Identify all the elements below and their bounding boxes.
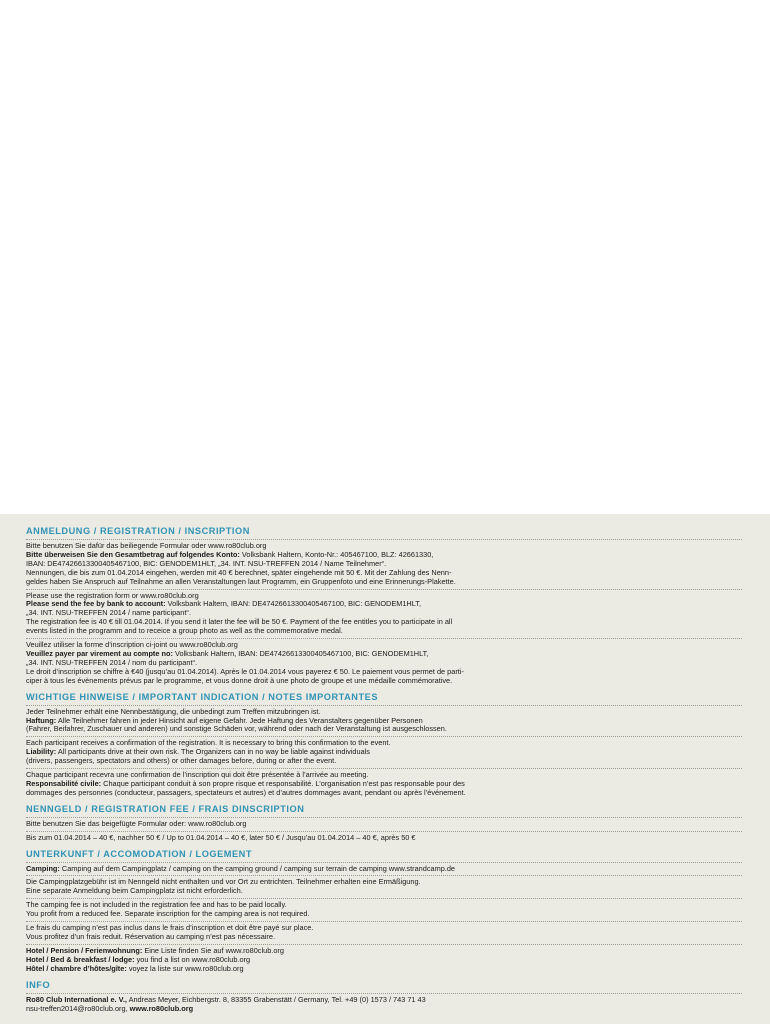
- bold-label: Veuillez payer par virement au compte no:: [26, 648, 173, 658]
- bold-label: Please send the fee by bank to account:: [26, 599, 166, 609]
- line-text: Andreas Meyer, Eichbergstr. 8, 83355 Grabenstätt / Germany, Tel. +49 (0) 1573 / 743 71 43: [126, 994, 426, 1004]
- text-line: [26, 965, 742, 974]
- text-line: [26, 578, 742, 587]
- line-text: ciper à tous les évènements prévus par le programme, et vous donne droit à une photo de groupe et une médaille commémorative.: [26, 675, 453, 685]
- text-line: [26, 865, 742, 874]
- line-text: Le frais du camping n’est pas inclus dans le frais d’inscription et doit être payé sur place.: [26, 923, 314, 933]
- text-line: [26, 789, 742, 798]
- line-text: geldes haben Sie Anspruch auf Teilnahme an allen Veranstaltungen laut Programm, ein Gruppenfoto und eine Erinnerungs-Plakette.: [26, 576, 456, 586]
- registration-info-panel: [0, 514, 770, 1024]
- line-text: nsu-treffen2014@ro80club.org,: [26, 1003, 130, 1013]
- line-text: Eine Liste finden Sie auf www.ro80club.org: [142, 945, 284, 955]
- text-block: [26, 899, 742, 922]
- bold-label: Liability:: [26, 747, 57, 757]
- sections-container: [26, 525, 742, 1015]
- text-block: [26, 737, 742, 769]
- line-text: Die Campingplatzgebühr ist im Nenngeld nicht enthalten und vor Ort zu entrichten. Teilnehmer erhalten eine Ermäßigung.: [26, 877, 421, 887]
- text-line: [26, 933, 742, 942]
- text-block: [26, 994, 742, 1016]
- text-block: [26, 590, 742, 640]
- text-line: [26, 887, 742, 896]
- line-text: Camping auf dem Campingplatz / camping on the camping ground / camping sur terrain de camping www.strandcamp.de: [59, 863, 456, 873]
- line-text: Alle Teilnehmer fahren in jeder Hinsicht auf eigene Gefahr. Jede Haftung des Veranstalters gegenüber Personen: [56, 715, 423, 725]
- section-title: UNTERKUNFT / ACCOMODATION / LOGEMENT: [26, 848, 742, 863]
- line-text: IBAN: DE47426613300405467100, BIC: GENODEM1HLT, „34. INT. NSU-TREFFEN 2014 / Name Teilnehmer“.: [26, 558, 387, 568]
- line-text: Chaque participant recevra une confirmation de l’inscription qui doit être présentée à l’arrivée au meeting.: [26, 770, 369, 780]
- section-title: WICHTIGE HINWEISE / IMPORTANT INDICATION / NOTES IMPORTANTES: [26, 691, 742, 706]
- bold-label: Camping:: [26, 863, 60, 873]
- bold-label: Hôtel / chambre d’hôtes/gîte:: [26, 963, 127, 973]
- text-line: [26, 725, 742, 734]
- bold-label: Hotel / Bed & breakfast / lodge:: [26, 954, 135, 964]
- text-line: [26, 834, 742, 843]
- text-block: [26, 863, 742, 877]
- line-text: Le droit d’inscription se chiffre à €40 (jusqu’au 01.04.2014). Après le 01.04.2014 vous payerez € 50. Le paiement vous permet de parti-: [26, 666, 464, 676]
- section-title: ANMELDUNG / REGISTRATION / INSCRIPTION: [26, 525, 742, 540]
- line-text: Vous profitez d’un frais reduit. Réservation au camping n’est pas nécessaire.: [26, 932, 276, 941]
- line-text: events listed in the programm and to receice a group photo as well as the commemorative medal.: [26, 626, 343, 636]
- text-line: [26, 1005, 742, 1014]
- line-text: you find a list on www.ro80club.org: [134, 954, 251, 964]
- section-title: NENNGELD / REGISTRATION FEE / FRAIS DINSCRIPTION: [26, 803, 742, 818]
- text-block: [26, 945, 742, 976]
- line-text: Each participant receives a confirmation of the registration. It is necessary to bring this confirmation to the event.: [26, 738, 391, 748]
- line-text: The registration fee is 40 € till 01.04.2014. If you send it later the fee will be 50 €. Payment of the fee entitles you to participate in all: [26, 617, 453, 627]
- line-text: „34. INT. NSU-TREFFEN 2014 / name participant“.: [26, 608, 191, 618]
- line-text: Please use the registration form or www.ro80club.org: [26, 590, 199, 600]
- bold-label: Bitte überweisen Sie den Gesamtbetrag auf folgendes Konto:: [26, 549, 240, 559]
- line-text: Veuillez utiliser la forme d’inscription ci-joint ou www.ro80club.org: [26, 640, 238, 650]
- text-block: [26, 639, 742, 688]
- line-text: Bitte benutzen Sie dafür das beiliegende Formular oder www.ro80club.org: [26, 541, 267, 550]
- line-text: Volksbank Haltern, IBAN: DE47426613300405467100, BIC: GENODEM1HLT,: [165, 599, 421, 609]
- line-text: Volksbank Haltern, Konto-Nr.: 405467100, BLZ: 42661330,: [239, 549, 434, 559]
- bold-label: Responsabilité civile:: [26, 778, 102, 788]
- text-line: [26, 757, 742, 766]
- bold-label: Ro80 Club International e. V.,: [26, 994, 127, 1004]
- text-line: [26, 820, 742, 829]
- line-text: voyez la liste sur www.ro80club.org: [126, 963, 244, 973]
- text-line: [26, 910, 742, 919]
- line-text: Chaque participant conduit à son propre risque et responsabilité. L’organisation n’est pas responsable pour des: [101, 778, 465, 788]
- line-text: Eine separate Anmeldung beim Campingplatz ist nicht erforderlich.: [26, 886, 243, 896]
- line-text: (drivers, passengers, spectators and others) or other damages before, during or after the event.: [26, 756, 337, 766]
- line-text: Bis zum 01.04.2014 – 40 €, nachher 50 € / Up to 01.04.2014 – 40 €, later 50 € / Jusqu’au 01.04.2014 – 40 €, après 50 €: [26, 832, 416, 842]
- line-text: „34. INT. NSU-TREFFEN 2014 / nom du participant“.: [26, 657, 198, 667]
- line-text: (Fahrer, Beifahrer, Zuschauer und anderen) und sonstige Schäden vor, während oder nach der Veranstaltung ist ausgeschlossen.: [26, 724, 447, 734]
- bold-label: Haftung:: [26, 715, 57, 725]
- bold-label: Hotel / Pension / Ferienwohnung:: [26, 945, 143, 955]
- line-text: Bitte benutzen Sie das beigefügte Formular oder: www.ro80club.org: [26, 818, 247, 828]
- section-title: INFO: [26, 979, 742, 994]
- line-text: All participants drive at their own risk. The Organizers can in no way be liable against individuals: [56, 747, 370, 757]
- text-block: [26, 922, 742, 945]
- text-block: [26, 876, 742, 899]
- website-link[interactable]: www.ro80club.org: [129, 1003, 194, 1013]
- line-text: You profit from a reduced fee. Separate inscription for the camping area is not required.: [26, 909, 310, 919]
- line-text: dommages des personnes (conducteur, passagers, spectateurs et autres) et d’autres dommages avant, pendant ou après l’événement.: [26, 787, 466, 797]
- text-line: [26, 677, 742, 686]
- text-line: [26, 627, 742, 636]
- line-text: The camping fee is not included in the registration fee and has to be paid locally.: [26, 900, 287, 910]
- text-block: [26, 818, 742, 832]
- line-text: Volksbank Haltern, IBAN: DE47426613300405467100, BIC: GENODEM1HLT,: [172, 648, 429, 658]
- text-block: [26, 832, 742, 845]
- text-block: [26, 540, 742, 590]
- line-text: Jeder Teilnehmer erhält eine Nennbestätigung, die unbedingt zum Treffen mitzubringen ist.: [26, 706, 321, 716]
- text-block: [26, 706, 742, 738]
- line-text: Nennungen, die bis zum 01.04.2014 eingehen, werden mit 40 € berechnet, später eingehende mit 50 €. Mit der Zahlung des Nenn-: [26, 567, 452, 577]
- text-block: [26, 769, 742, 800]
